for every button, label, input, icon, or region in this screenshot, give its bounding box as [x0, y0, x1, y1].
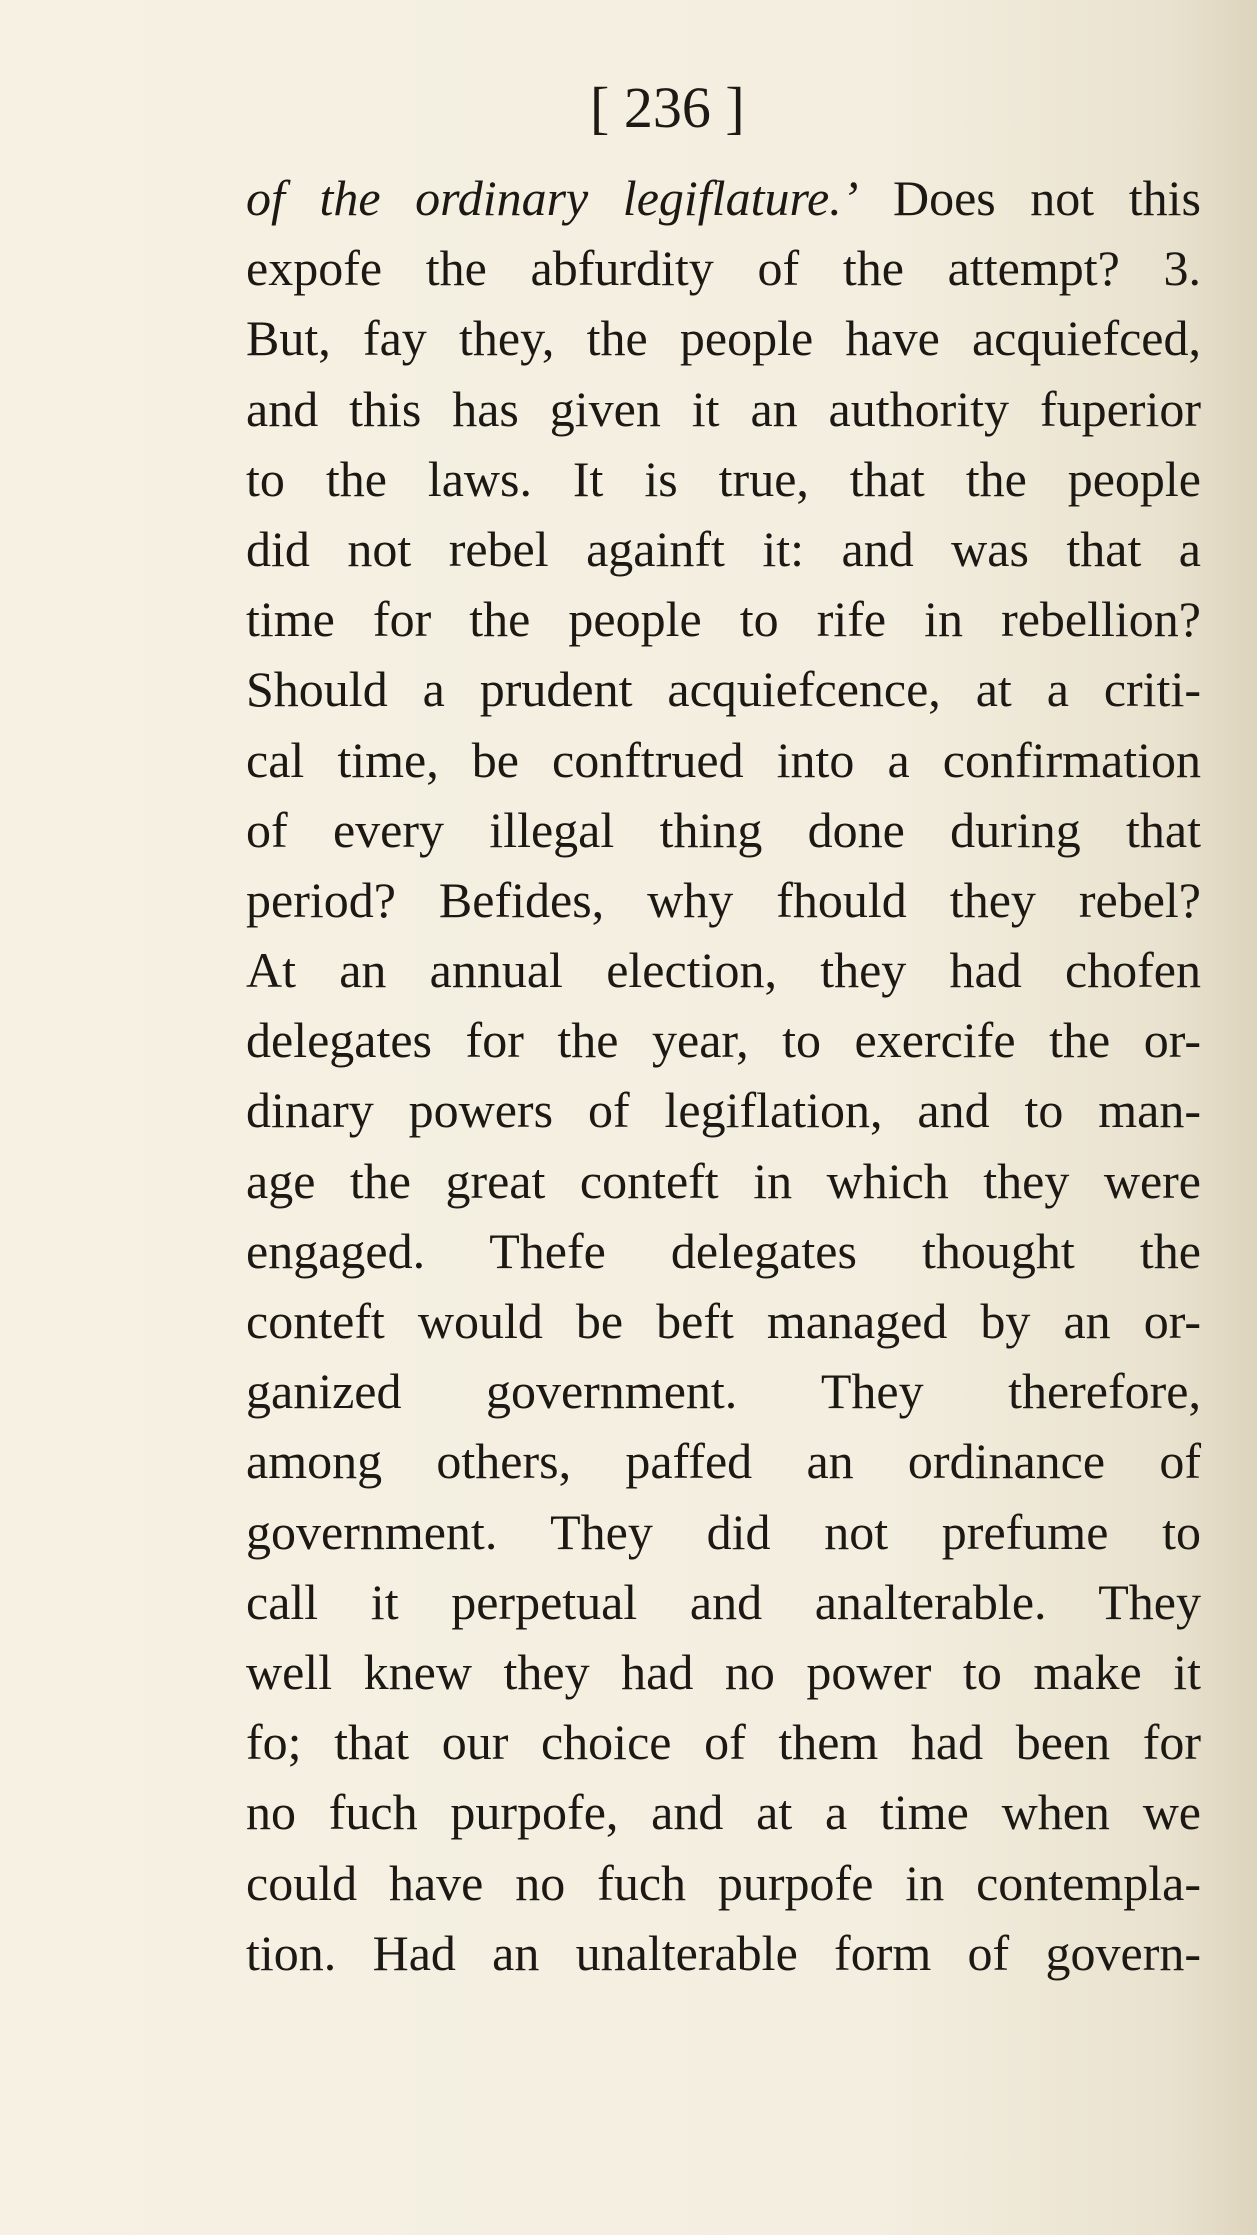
body-text: [246, 163, 1201, 1988]
line-text: Does not this: [858, 170, 1201, 226]
text-line: expofe the abfurdity of the attempt? 3.: [246, 240, 1201, 297]
text-line: At an annual election, they had chofen: [246, 942, 1201, 999]
text-line: time for the people to rife in rebellion?: [246, 591, 1201, 648]
text-line: But, fay they, the people have acquiefced,: [246, 310, 1201, 367]
text-line: delegates for the year, to exercife the or-: [246, 1012, 1201, 1069]
text-line: cal time, be conftrued into a confirmation: [246, 731, 1201, 788]
text-line: period? Befides, why fhould they rebel?: [246, 871, 1201, 928]
text-line: did not rebel againft it: and was that a: [246, 520, 1201, 577]
text-line: conteft would be beft managed by an or-: [246, 1293, 1201, 1349]
text-line: no fuch purpofe, and at a time when we: [246, 1784, 1201, 1841]
page-number: [ 236 ]: [590, 75, 745, 140]
text-line: ganized government. They therefore,: [246, 1363, 1201, 1420]
text-line: well knew they had no power to make it: [246, 1643, 1201, 1700]
text-line: fo; that our choice of them had been for: [246, 1714, 1201, 1771]
text-line: could have no fuch purpofe in contempla-: [246, 1854, 1201, 1911]
text-line: dinary powers of legiflation, and to man-: [246, 1082, 1201, 1139]
text-line: of every illegal thing done during that: [246, 801, 1201, 858]
text-line: tion. Had an unalterable form of govern-: [246, 1924, 1201, 1981]
text-line: call it perpetual and analterable. They: [246, 1573, 1201, 1630]
text-line: among others, paffed an ordinance of: [246, 1433, 1201, 1490]
text-line: government. They did not prefume to: [246, 1503, 1201, 1560]
italic-phrase: of the ordinary legiflature.’: [246, 170, 859, 226]
text-line: and this has given it an authority fuperior: [246, 380, 1201, 437]
text-line: age the great conteft in which they were: [246, 1152, 1201, 1209]
text-line: engaged. Thefe delegates thought the: [246, 1222, 1201, 1279]
text-line: Should a prudent acquiefcence, at a criti-: [246, 661, 1201, 718]
text-line: [246, 163, 1201, 233]
text-line: to the laws. It is true, that the people: [246, 450, 1201, 507]
